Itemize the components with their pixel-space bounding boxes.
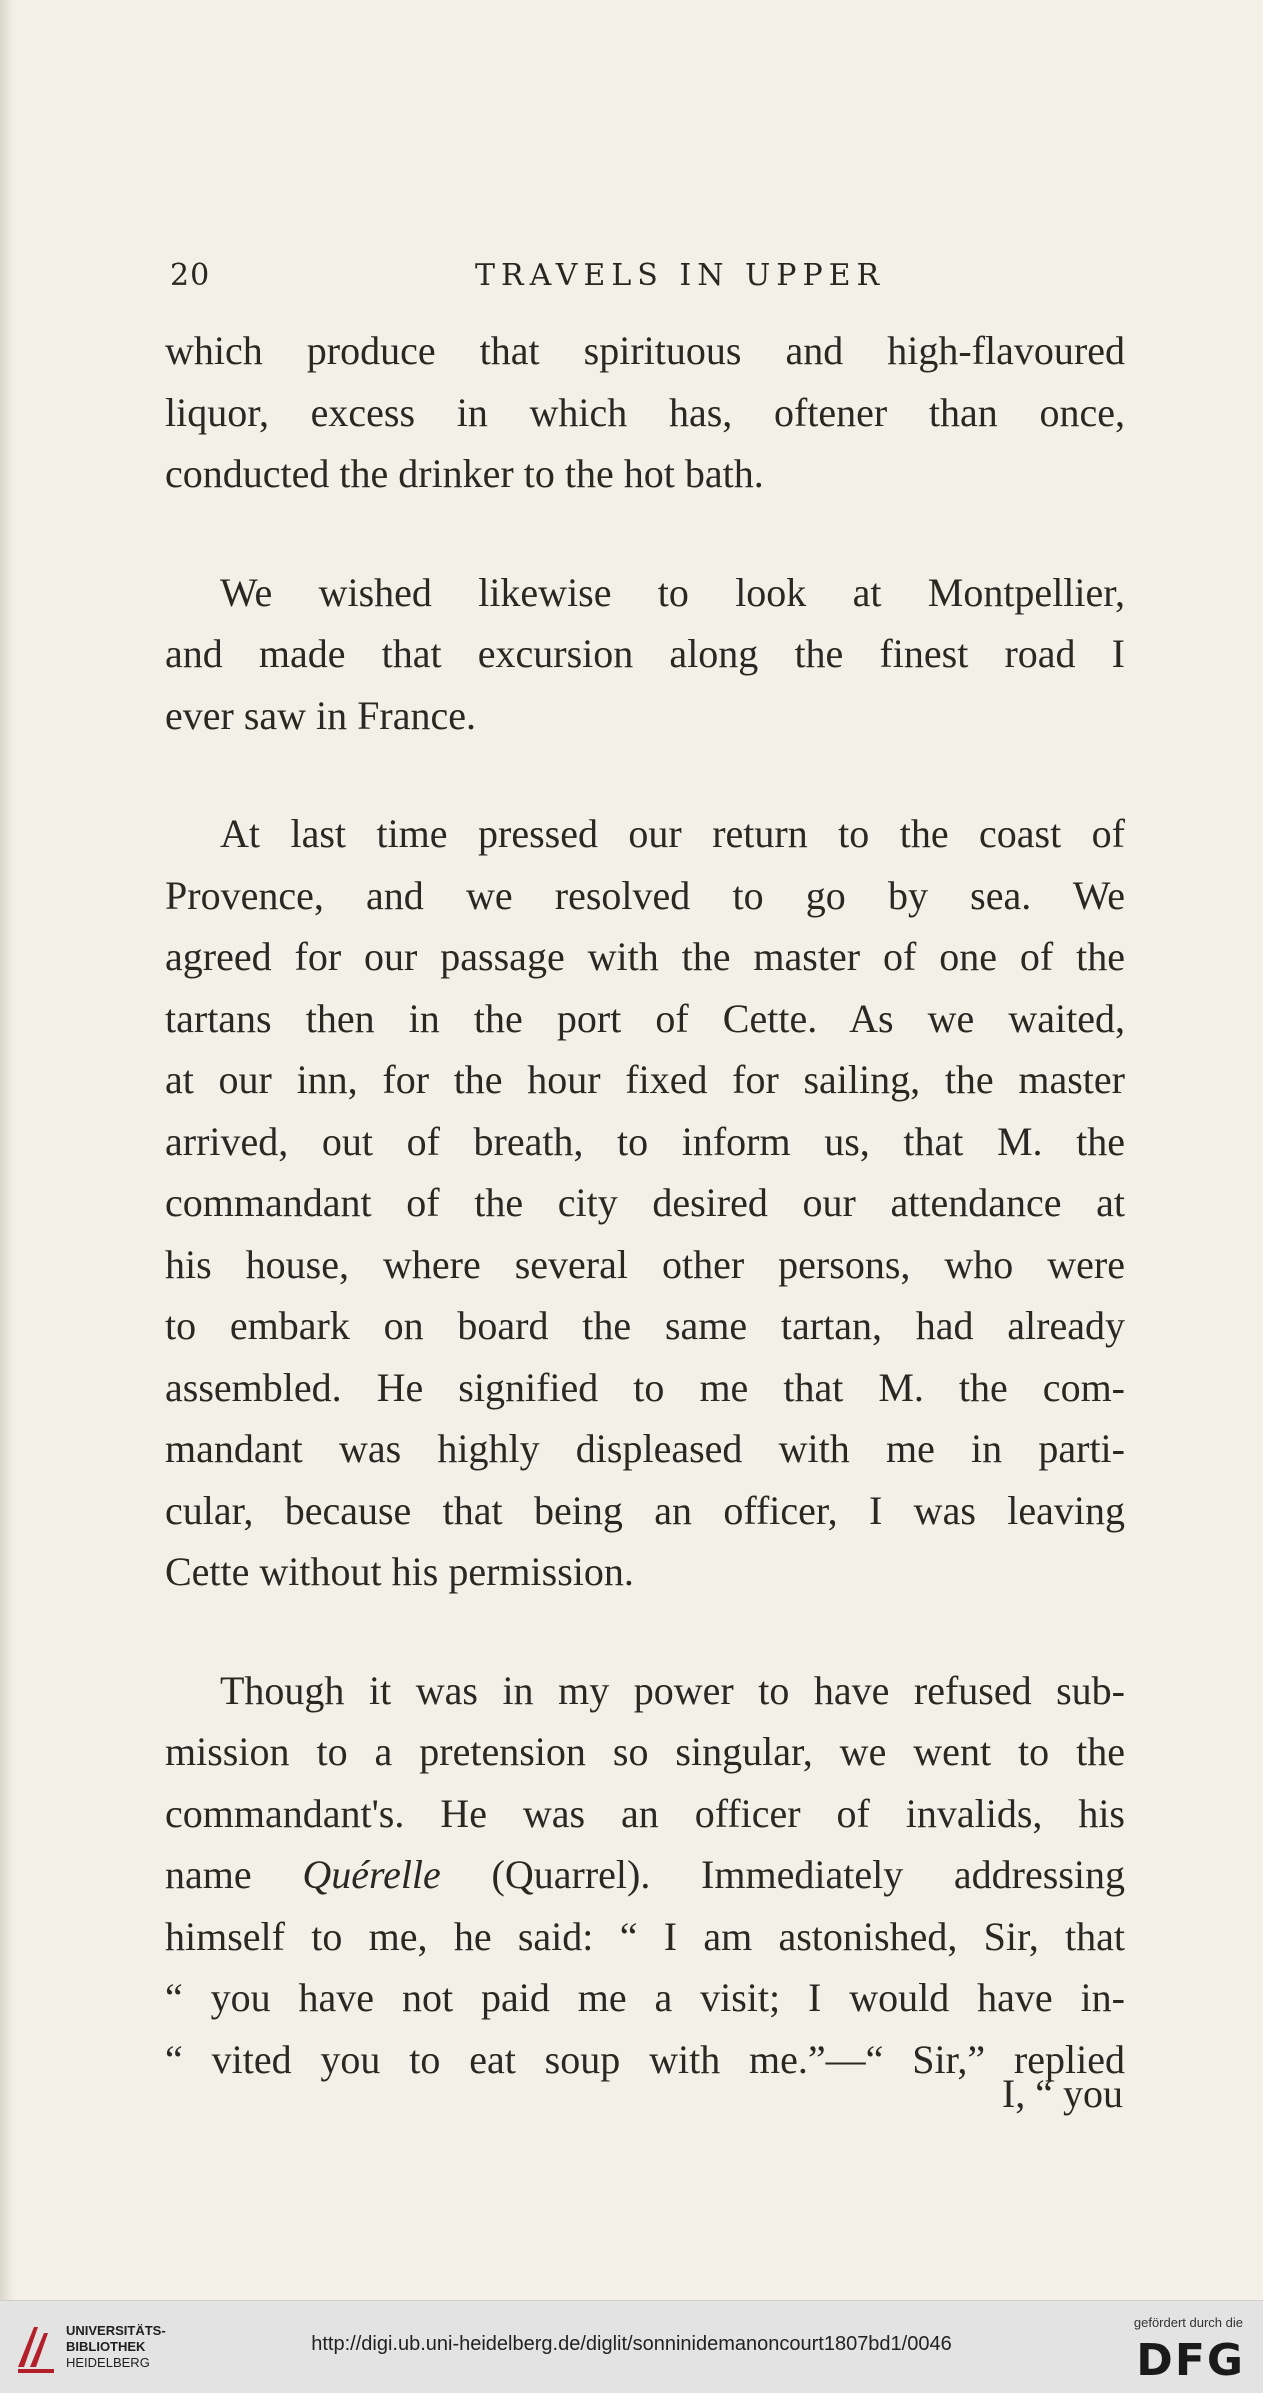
text-line: “ vited you to eat soup with me.”—“ Sir,” replied bbox=[165, 2036, 1125, 2082]
body-text bbox=[165, 320, 1125, 2147]
text-line: ever saw in France. bbox=[165, 692, 476, 738]
text-line: commandant of the city desired our attendance at bbox=[165, 1180, 1125, 1225]
text-line: assembled. He signified to me that M. the com- bbox=[165, 1364, 1125, 1410]
name-line-after: (Quarrel). Immediately addressing bbox=[440, 1852, 1125, 1897]
name-line-before: name bbox=[165, 1852, 303, 1897]
text-line: and made that excursion along the finest road I bbox=[165, 631, 1125, 676]
text-line: his house, where several other persons, who were bbox=[165, 1241, 1125, 1287]
text-line: We wished likewise to look at Montpellier, bbox=[220, 569, 1125, 615]
institution-line: UNIVERSITÄTS- bbox=[66, 2323, 166, 2338]
italic-name: Quérelle bbox=[302, 1852, 441, 1897]
paragraph-4 bbox=[165, 1660, 1125, 2091]
running-head: TRAVELS IN UPPER bbox=[475, 258, 886, 293]
text-line: At last time pressed our return to the coast of bbox=[220, 811, 1125, 856]
text-line: agreed for our passage with the master of one of the bbox=[165, 934, 1125, 979]
text-line: Cette without his permission. bbox=[165, 1549, 634, 1594]
text-line: himself to me, he said: “ I am astonished, Sir, that bbox=[165, 1913, 1125, 1959]
page-header bbox=[170, 258, 1130, 308]
text-line: mandant was highly displeased with me in parti- bbox=[165, 1426, 1125, 1471]
text-line: Though it was in my power to have refused sub- bbox=[220, 1667, 1125, 1713]
page-edge-shadow bbox=[0, 0, 14, 2300]
paragraph-3 bbox=[165, 803, 1125, 1603]
text-line: Provence, and we resolved to go by sea. We bbox=[165, 872, 1125, 918]
permalink-url[interactable]: http://digi.ub.uni-heidelberg.de/diglit/sonninidemanoncourt1807bd1/0046 bbox=[311, 2333, 952, 2355]
text-line: at our inn, for the hour fixed for sailing, the master bbox=[165, 1057, 1125, 1102]
text-line: arrived, out of breath, to inform us, that M. the bbox=[165, 1118, 1125, 1164]
paragraph-1 bbox=[165, 320, 1125, 505]
page-number: 20 bbox=[170, 258, 211, 293]
text-line: to embark on board the same tartan, had already bbox=[165, 1303, 1125, 1348]
text-line: mission to a pretension so singular, we went to the bbox=[165, 1729, 1125, 1774]
text-line: commandant's. He was an officer of invalids, his bbox=[165, 1790, 1125, 1836]
text-line: liquor, excess in which has, oftener than once, bbox=[165, 389, 1125, 435]
institution-line: HEIDELBERG bbox=[66, 2355, 150, 2370]
paragraph-2 bbox=[165, 562, 1125, 747]
dfg-logo: DFG bbox=[1136, 2335, 1245, 2386]
text-line: tartans then in the port of Cette. As we waited, bbox=[165, 995, 1125, 1041]
viewer-footer bbox=[0, 2300, 1263, 2393]
text-line: which produce that spirituous and high-flavoured bbox=[165, 328, 1125, 373]
text-line: “ you have not paid me a visit; I would have in- bbox=[165, 1975, 1125, 2020]
institution-line: BIBLIOTHEK bbox=[66, 2339, 146, 2354]
text-line: conducted the drinker to the hot bath. bbox=[165, 451, 764, 496]
catchword: I, “ you bbox=[1001, 2071, 1123, 2116]
text-line-with-italic bbox=[165, 1844, 1125, 1906]
text-line: cular, because that being an officer, I was leaving bbox=[165, 1487, 1125, 1533]
funder-caption: gefördert durch die bbox=[1133, 2315, 1243, 2330]
